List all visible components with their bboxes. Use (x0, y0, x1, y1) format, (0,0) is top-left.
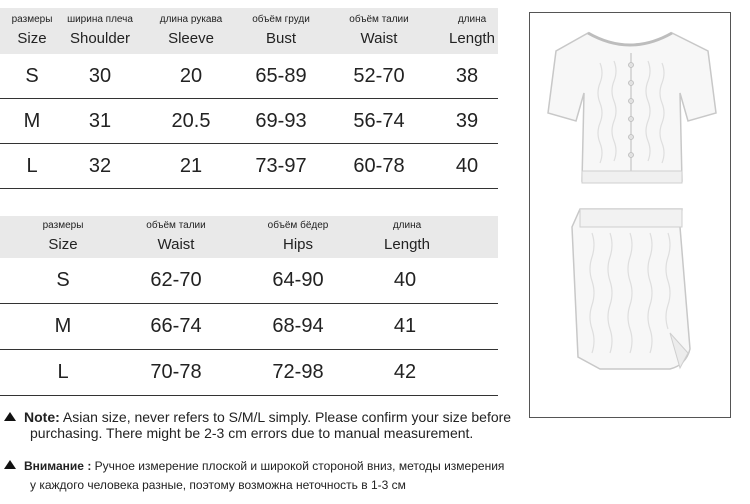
outfit-illustration (530, 13, 730, 417)
header-ru: длина (457, 14, 487, 25)
table-row (0, 144, 498, 189)
hips-cell: 68-94 (272, 315, 324, 337)
header-en: Bust (265, 30, 297, 47)
warning-triangle-icon (4, 412, 16, 421)
table-row (0, 350, 498, 396)
header-ru: размеры (42, 220, 84, 231)
note-text-line2: purchasing. There might be 2-3 cm errors due to manual measurement. (30, 425, 474, 441)
top-size-table (0, 8, 498, 189)
header-en: Waist (360, 30, 398, 47)
waist-cell: 62-70 (150, 269, 202, 291)
header-waist (349, 8, 408, 54)
header-en: Sleeve (168, 30, 214, 47)
table-row (0, 99, 498, 144)
header-hips (268, 216, 329, 258)
header-en: Size (17, 30, 47, 47)
sleeve-cell: 20.5 (171, 109, 211, 132)
top-table-header (0, 8, 498, 54)
shoulder-cell: 32 (88, 154, 112, 177)
waist-cell: 70-78 (150, 361, 202, 383)
waist-cell: 60-78 (353, 154, 405, 177)
shoulder-cell: 31 (88, 109, 112, 132)
header-size (12, 8, 53, 54)
note-text: Ручное измерение плоской и широкой стороной вниз, методы измерения (91, 459, 505, 473)
header-sleeve (160, 8, 223, 54)
note-label: Внимание : (24, 459, 92, 473)
length-cell: 41 (393, 315, 417, 337)
header-bust (252, 8, 310, 54)
waist-cell: 66-74 (150, 315, 202, 337)
length-cell: 38 (455, 64, 479, 87)
product-photo (529, 12, 731, 418)
waist-cell: 56-74 (353, 109, 405, 132)
header-en: Shoulder (69, 30, 131, 47)
header-ru: ширина плеча (67, 14, 133, 25)
hips-cell: 72-98 (272, 361, 324, 383)
skirt-shape (572, 209, 690, 369)
header-ru: объём бёдер (267, 220, 329, 231)
header-en: Hips (282, 236, 314, 253)
header-en: Waist (157, 236, 195, 253)
crop-top-shape (548, 33, 716, 183)
header-length (449, 8, 495, 54)
note-text: Asian size, never refers to S/M/L simply. Please confirm your size before (59, 409, 512, 425)
header-size (43, 216, 84, 258)
header-shoulder (67, 8, 133, 54)
table-row (0, 304, 498, 350)
length-cell: 40 (455, 154, 479, 177)
header-ru: размеры (11, 14, 53, 25)
length-cell: 39 (455, 109, 479, 132)
header-waist (146, 216, 205, 258)
bust-cell: 69-93 (255, 109, 307, 132)
bust-cell: 65-89 (255, 64, 307, 87)
header-length (384, 216, 430, 258)
bottom-table-header (0, 216, 498, 258)
header-en: Length (384, 236, 430, 253)
table-row (0, 258, 498, 304)
size-cell: S (56, 269, 70, 291)
table-row (0, 54, 498, 99)
bust-cell: 73-97 (255, 154, 307, 177)
header-en: Size (48, 236, 78, 253)
size-cell: M (54, 315, 72, 337)
waist-cell: 52-70 (353, 64, 405, 87)
hips-cell: 64-90 (272, 269, 324, 291)
sleeve-cell: 21 (179, 154, 203, 177)
header-ru: объём талии (146, 220, 206, 231)
warning-triangle-icon (4, 460, 16, 469)
size-cell: M (23, 109, 41, 132)
size-cell: L (57, 361, 69, 383)
note-russian (4, 458, 524, 493)
sleeve-cell: 20 (179, 64, 203, 87)
header-ru: объём груди (252, 14, 310, 25)
size-cell: S (25, 64, 39, 87)
shoulder-cell: 30 (88, 64, 112, 87)
bottom-size-table (0, 216, 498, 396)
note-text-line2: у каждого человека разные, поэтому возможна неточность в 1-3 см (30, 478, 406, 492)
note-english (4, 409, 514, 441)
length-cell: 42 (393, 361, 417, 383)
header-ru: длина рукава (159, 14, 223, 25)
length-cell: 40 (393, 269, 417, 291)
note-label: Note: (24, 409, 60, 425)
size-cell: L (26, 154, 38, 177)
header-ru: длина (392, 220, 422, 231)
header-ru: объём талии (349, 14, 409, 25)
header-en: Length (449, 30, 495, 47)
